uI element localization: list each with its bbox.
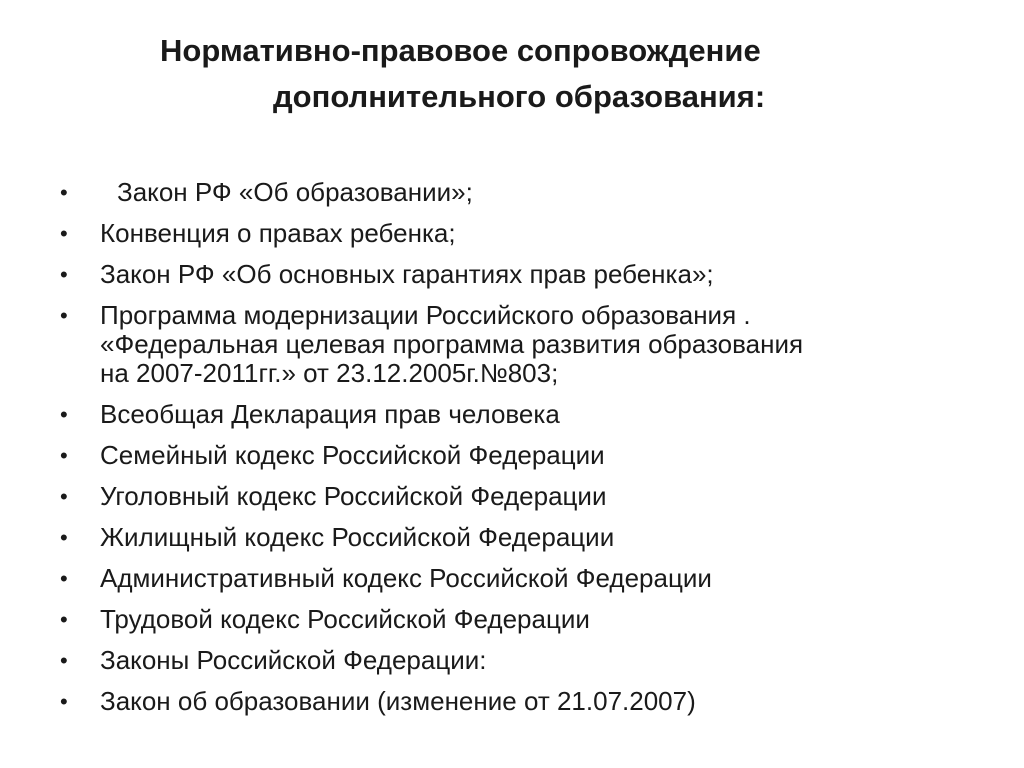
list-item — [58, 646, 978, 675]
list-item — [58, 605, 978, 634]
list-item — [58, 178, 978, 207]
bullet-icon: • — [60, 525, 68, 550]
list-item-text: Трудовой кодекс Российской Федерации — [100, 604, 590, 634]
list-item — [58, 441, 978, 470]
bullet-icon: • — [60, 402, 68, 427]
list-item-text: Семейный кодекс Российской Федерации — [100, 440, 605, 470]
list-item — [58, 260, 978, 289]
bullet-icon: • — [60, 689, 68, 714]
list-item-line-1: Программа модернизации Российского образования . — [100, 300, 751, 330]
bullet-icon: • — [60, 566, 68, 591]
bullet-icon: • — [60, 180, 68, 205]
bullet-icon: • — [60, 221, 68, 246]
bullet-list — [58, 178, 978, 728]
list-item-text — [100, 301, 978, 388]
list-item — [58, 482, 978, 511]
list-item-text: Закон РФ «Об образовании»; — [117, 177, 473, 207]
slide-title-line-1: Нормативно-правовое сопровождение — [160, 33, 761, 68]
list-item-text: Конвенция о правах ребенка; — [100, 218, 456, 248]
list-item-line-3: на 2007-2011гг.» от 23.12.2005г.№803; — [100, 358, 559, 388]
list-item-text: Административный кодекс Российской Федерации — [100, 563, 712, 593]
list-item-text: Уголовный кодекс Российской Федерации — [100, 481, 607, 511]
list-item-text: Закон РФ «Об основных гарантиях прав ребенка»; — [100, 259, 714, 289]
bullet-icon: • — [60, 648, 68, 673]
bullet-icon: • — [60, 607, 68, 632]
bullet-icon: • — [60, 484, 68, 509]
list-item-text: Всеобщая Декларация прав человека — [100, 399, 560, 429]
list-item — [58, 564, 978, 593]
slide-title — [160, 28, 920, 120]
slide-title-line-2: дополнительного образования: — [273, 79, 766, 114]
list-item-line-2: «Федеральная целевая программа развития образования — [100, 329, 804, 359]
list-item-text: Закон об образовании (изменение от 21.07.2007) — [100, 686, 696, 716]
list-item-text: Жилищный кодекс Российской Федерации — [100, 522, 615, 552]
list-item — [58, 400, 978, 429]
list-item — [58, 523, 978, 552]
bullet-icon: • — [60, 443, 68, 468]
bullet-icon: • — [60, 262, 68, 287]
list-item — [58, 301, 978, 388]
bullet-icon: • — [60, 303, 68, 328]
list-item-text: Законы Российской Федерации: — [100, 645, 487, 675]
list-item — [58, 219, 978, 248]
list-item — [58, 687, 978, 716]
